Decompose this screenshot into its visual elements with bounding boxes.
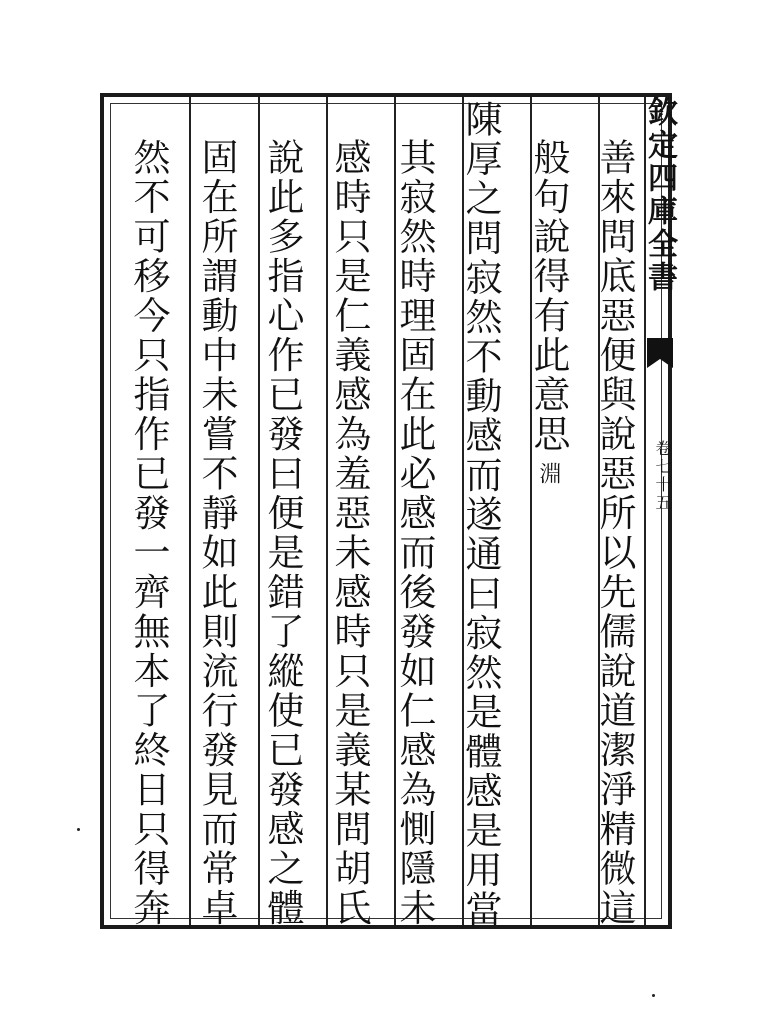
volume-label: 卷七十五 (653, 440, 672, 512)
scan-speck (652, 994, 655, 997)
scan-speck (77, 828, 80, 831)
text-column-2-body: 般句說得有此意思 (527, 138, 570, 454)
annotation-note: 淵 (536, 462, 561, 484)
text-column-7: 固在所謂動中未嘗不靜如此則流行發見而常卓 (195, 138, 238, 928)
page-frame (100, 93, 677, 929)
column-divider (189, 97, 191, 925)
text-column-2 (524, 138, 572, 484)
book-title-header: 欽定四庫全書 (642, 96, 677, 294)
text-column-8: 然不可移今只指作已發一齊無本了終日只得奔 (127, 138, 170, 928)
text-column-3: 陳厚之問寂然不動感而遂通曰寂然是體感是用當 (459, 100, 502, 930)
text-column-1: 善來問底惡便與說惡所以先儒說道潔淨精微這 (593, 138, 636, 928)
text-column-4: 其寂然時理固在此必感而後發如仁感為惻隱未 (393, 138, 436, 928)
text-column-6: 說此多指心作已發曰便是錯了縱使已發感之體 (261, 138, 304, 928)
text-column-5: 感時只是仁義感為羞惡未感時只是義某問胡氏 (328, 138, 371, 928)
